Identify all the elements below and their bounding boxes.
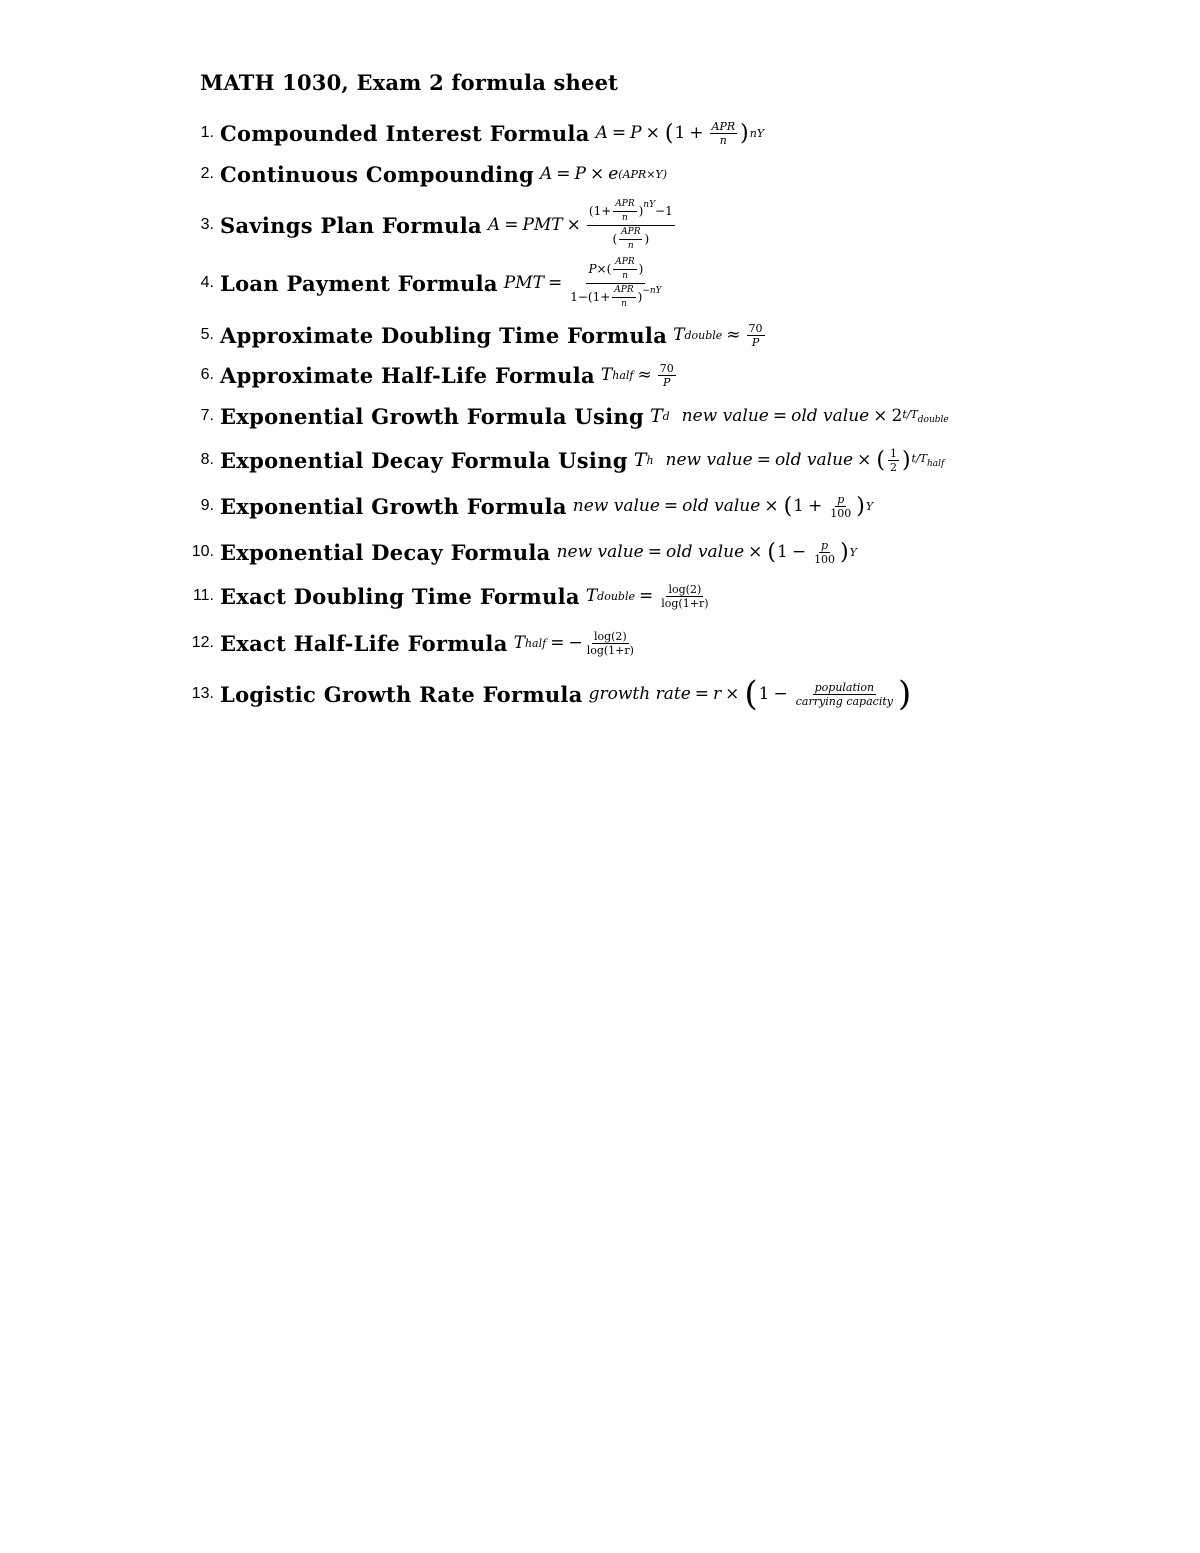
num-hundred: 100 <box>814 552 836 566</box>
var-old-value: old value <box>791 406 870 426</box>
num-one: 1 <box>889 446 897 460</box>
subscript: h <box>646 453 654 467</box>
item-number: 2. <box>200 165 214 182</box>
formula-item-12 <box>178 623 638 663</box>
item-number: 4. <box>200 274 214 291</box>
formula-expression: new value = old value × ( $\frac{1}{2}$ ) $t/T_{half}$ <box>665 446 945 474</box>
fraction <box>612 284 635 311</box>
var-old-value: old value <box>774 450 854 470</box>
num-one-plus: 1+ <box>592 289 611 304</box>
subscript: half <box>524 636 547 650</box>
var-T: T <box>673 325 685 345</box>
log-one-plus-r: log(1+r) <box>586 643 634 657</box>
exponent: (APR×Y) <box>618 167 667 181</box>
fraction <box>888 447 899 474</box>
formula-name: Continuous Compounding <box>220 161 534 187</box>
fraction <box>613 198 636 225</box>
num-two: 2 <box>891 406 903 426</box>
var-A: A <box>595 123 608 143</box>
var-n: n <box>622 270 628 281</box>
formula-expression: new value = old value × ( 1 − $\frac{p}{100}$ ) Y <box>556 538 857 566</box>
formula-expression: T half = − $\frac{\log(2)}{\log(1+r)}$ <box>513 629 634 657</box>
var-T: T <box>649 405 663 427</box>
formula-item-10 <box>178 532 857 572</box>
item-number: 6. <box>200 366 214 383</box>
num-one: 1 <box>776 542 788 562</box>
exponent: Y <box>865 499 874 513</box>
var-n: n <box>627 240 634 251</box>
var-APR: APR <box>613 256 636 270</box>
num-one: 1 <box>758 684 770 704</box>
formula-name: Logistic Growth Rate Formula <box>220 681 583 707</box>
formula-expression: PMT = P×( $\frac{\text{APR}}{n}$ ) 1−(1+ $\frac{\text{APR}}{n}$ )$^{-nY}$ <box>503 256 662 309</box>
var-T: T <box>513 633 525 653</box>
var-T: T <box>600 365 613 385</box>
var-p: p <box>821 538 829 552</box>
subscript: half <box>612 368 634 382</box>
item-number: 5. <box>200 326 214 343</box>
var-n: n <box>621 298 627 309</box>
item-number: 1. <box>200 124 214 141</box>
var-r: r <box>713 684 722 704</box>
num-minus-one: −1 <box>655 203 673 218</box>
var-new-value: new value <box>556 542 644 562</box>
item-number: 10. <box>191 543 214 560</box>
formula-item-2 <box>178 154 667 194</box>
page-title: MATH 1030, Exam 2 formula sheet <box>200 70 619 95</box>
subscript: d <box>662 409 670 423</box>
var-e: e <box>608 164 619 184</box>
formula-item-9 <box>178 486 873 526</box>
item-number: 9. <box>200 497 214 514</box>
formula-expression: A = P × e (APR×Y) <box>540 164 667 184</box>
exponent: nY <box>749 126 765 140</box>
formula-item-1 <box>178 113 764 153</box>
item-number: 11. <box>192 587 214 604</box>
var-T: T <box>585 586 598 606</box>
num-seventy: 70 <box>659 361 674 375</box>
var-new-value: new value <box>572 496 660 516</box>
formula-item-3 <box>178 198 677 251</box>
exponent: −nY <box>642 285 662 296</box>
num-one-plus: 1+ <box>593 203 612 218</box>
var-P: P <box>663 375 671 389</box>
formula-name: Savings Plan Formula <box>220 212 482 238</box>
var-Td <box>650 405 670 427</box>
var-growth-rate: growth rate <box>588 684 691 704</box>
var-new-value: new value <box>681 406 769 426</box>
item-number: 8. <box>200 451 214 468</box>
item-number: 7. <box>200 407 214 424</box>
fraction <box>710 120 738 147</box>
formula-expression: new value = old value × 2 $t/T_{double}$ <box>681 406 949 426</box>
var-n: n <box>719 133 727 147</box>
fraction: (1+ $\frac{\text{APR}}{n}$ )$^{nY}$−1 ( $\frac{\text{APR}}{n}$ ) <box>588 198 673 251</box>
var-old-value: old value <box>665 542 745 562</box>
formula-item-13 <box>178 674 912 714</box>
num-seventy: 70 <box>748 321 763 335</box>
var-T: T <box>633 449 647 471</box>
formula-expression: A = P × ( 1 + $\frac{\text{APR}}{n}$ ) nY <box>595 119 765 147</box>
var-carrying-capacity: carrying capacity <box>795 694 893 708</box>
fraction: P×( $\frac{\text{APR}}{n}$ ) 1−(1+ $\frac{\text{APR}}{n}$ )$^{-nY}$ <box>570 256 662 309</box>
var-Th <box>634 449 654 471</box>
formula-item-4 <box>178 256 666 309</box>
log-one-plus-r: log(1+r) <box>661 596 709 610</box>
var-p: p <box>837 492 845 506</box>
item-number: 12. <box>191 634 214 651</box>
formula-expression: growth rate = r × ( 1 − $\frac{\text{population}}{\text{carrying capacity}}$ ) <box>588 674 912 714</box>
num-hundred: 100 <box>830 506 852 520</box>
fraction <box>812 539 837 566</box>
item-number: 3. <box>200 216 214 233</box>
item-number: 13. <box>191 685 214 702</box>
var-A: A <box>540 164 553 184</box>
formula-name: Loan Payment Formula <box>220 270 498 296</box>
num-one: 1 <box>793 496 804 516</box>
exponent: Y <box>849 545 857 559</box>
formula-item-7 <box>178 396 949 436</box>
formula-item-6 <box>178 355 678 395</box>
formula-item-5 <box>178 315 767 355</box>
var-APR: APR <box>613 198 636 212</box>
exponent: t/T <box>902 407 918 421</box>
exponent: nY <box>643 199 656 210</box>
var-PMT: PMT <box>522 215 563 235</box>
fraction <box>613 256 636 283</box>
subscript: double <box>917 414 949 425</box>
exponent: t/T <box>911 451 927 465</box>
formula-expression: A = PMT × (1+ $\frac{\text{APR}}{n}$ )$^{nY}$−1 ( $\frac{\text{APR}}{n}$ ) <box>487 198 673 251</box>
fraction <box>747 322 765 349</box>
formula-name: Compounded Interest Formula <box>220 120 590 146</box>
fraction <box>794 681 895 708</box>
subscript: half <box>927 458 945 469</box>
num-one: 1 <box>674 123 686 143</box>
var-n: n <box>622 212 628 223</box>
formula-item-8 <box>178 440 944 480</box>
subscript: double <box>597 589 635 603</box>
subscript: double <box>684 328 723 342</box>
var-P: P <box>630 123 642 143</box>
var-PMT: PMT <box>503 273 544 293</box>
var-new-value: new value <box>665 450 753 470</box>
formula-name: Exact Doubling Time Formula <box>220 583 580 609</box>
var-population: population <box>814 680 875 694</box>
formula-name: Approximate Doubling Time Formula <box>220 322 668 348</box>
fraction <box>659 583 710 610</box>
var-P: P <box>751 335 760 349</box>
var-APR: APR <box>612 284 635 298</box>
formula-name: Approximate Half-Life Formula <box>220 362 595 388</box>
var-APR: APR <box>711 119 736 133</box>
var-APR: APR <box>619 226 642 240</box>
var-P: P <box>588 261 597 276</box>
formula-expression: new value = old value × ( 1 + $\frac{p}{100}$ ) Y <box>572 492 874 520</box>
formula-item-11 <box>178 576 713 616</box>
formula-expression: T half ≈ $\frac{70}{P}$ <box>600 361 674 389</box>
formula-expression: T double = $\frac{\log(2)}{\log(1+r)}$ <box>585 582 709 610</box>
fraction <box>585 630 636 657</box>
formula-name: Exponential Decay Formula Using <box>220 447 628 473</box>
num-one-minus: 1− <box>570 289 588 304</box>
formula-name: Exponential Growth Formula <box>220 493 567 519</box>
fraction <box>658 362 676 389</box>
fraction <box>828 493 853 520</box>
formula-name: Exact Half-Life Formula <box>220 630 508 656</box>
fraction <box>619 226 642 253</box>
formula-name: Exponential Decay Formula <box>220 539 551 565</box>
num-two: 2 <box>889 460 897 474</box>
var-A: A <box>487 215 501 235</box>
var-old-value: old value <box>682 496 761 516</box>
formula-name: Exponential Growth Formula Using <box>220 403 644 429</box>
log-two: log(2) <box>593 629 627 643</box>
formula-expression: T double ≈ $\frac{70}{P}$ <box>673 321 763 349</box>
var-P: P <box>574 164 586 184</box>
log-two: log(2) <box>668 582 702 596</box>
